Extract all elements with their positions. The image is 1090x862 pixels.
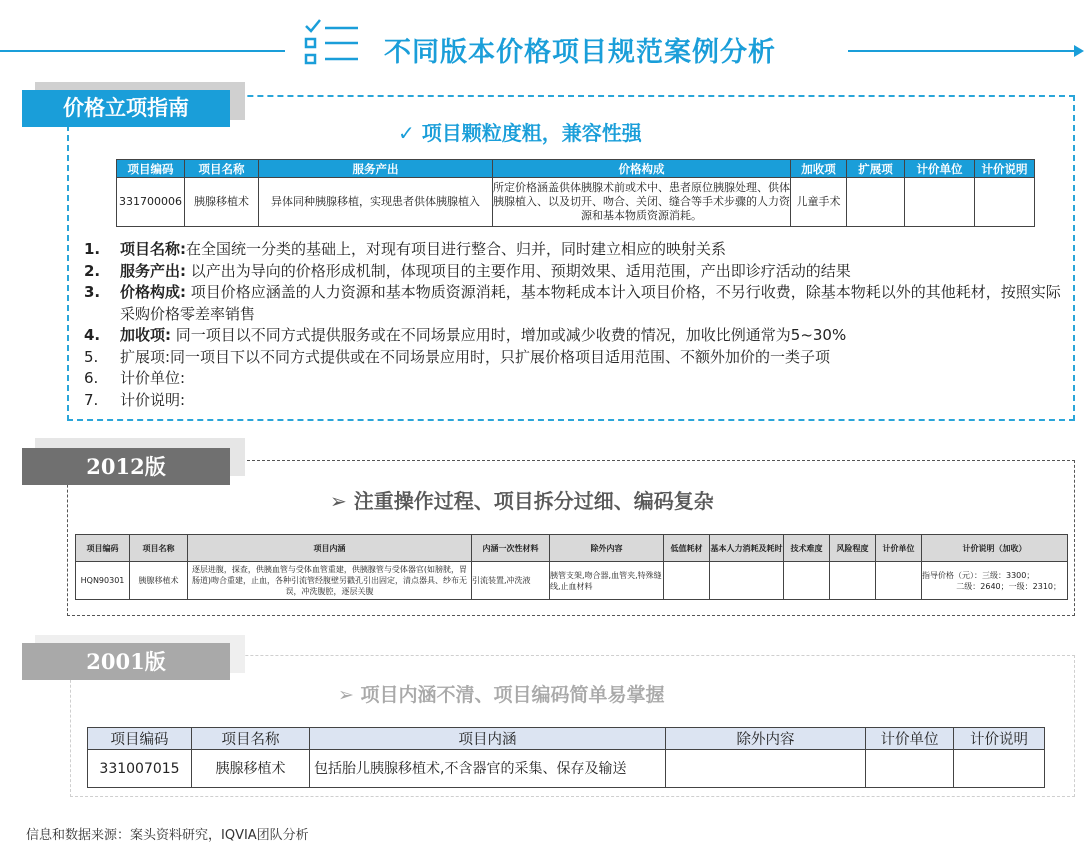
list-desc: 在全国统一分类的基础上，对现有项目进行整合、归并，同时建立相应的映射关系 — [186, 240, 727, 258]
col-header: 项目编码 — [117, 160, 185, 178]
list-text — [120, 261, 1069, 283]
cell-name: 胰腺移植术 — [185, 178, 259, 227]
v2001-table — [87, 727, 1045, 788]
col-header: 价格构成 — [493, 160, 791, 178]
check-icon: ✓ — [398, 121, 415, 145]
cell-content: 逐层进腹，探查，供胰血管与受体血管重建，供胰腺管与受体器官(如膀胱，胃肠道)吻合重建，止血，各种引流管经腹壁另戳孔引出固定，清点器具、纱布无误，冲洗腹腔，逐层关腹 — [188, 562, 472, 600]
cell-difficulty — [784, 562, 830, 600]
list-desc: 项目价格应涵盖的人力资源和基本物质资源消耗，基本物耗成本计入项目价格，不另行收费，除基本物耗以外的其他耗材，按照实际采购价格零差率销售 — [120, 283, 1061, 323]
arrow-bullet-icon: ➢ — [338, 684, 354, 706]
col-header: 除外内容 — [666, 728, 866, 750]
table-row — [117, 178, 1035, 227]
col-header: 项目名称 — [192, 728, 310, 750]
col-header: 计价说明 — [954, 728, 1045, 750]
guide-tab: 价格立项指南 — [22, 90, 230, 127]
col-header: 项目名称 — [185, 160, 259, 178]
cell-extension — [847, 178, 905, 227]
cell-code: 331700006 — [117, 178, 185, 227]
cell-unit — [905, 178, 975, 227]
arrow-bullet-icon: ➢ — [330, 489, 347, 513]
list-term: 价格构成: — [120, 283, 186, 301]
cell-risk — [830, 562, 876, 600]
header-line-left — [0, 50, 285, 52]
list-number: 5. — [84, 347, 99, 366]
cell-code: HQN90301 — [76, 562, 130, 600]
cell-name: 胰腺移植术 — [130, 562, 188, 600]
cell-code: 331007015 — [88, 750, 192, 788]
guide-subheading — [398, 117, 642, 146]
col-header: 基本人力消耗及耗时 — [710, 535, 784, 562]
header-arrow-icon — [1074, 45, 1084, 57]
list-text — [120, 282, 1069, 325]
v2001-subheading-text: 项目内涵不清、项目编码简单易掌握 — [360, 684, 665, 706]
col-header: 扩展项 — [847, 160, 905, 178]
cell-note — [954, 750, 1045, 788]
col-header: 服务产出 — [259, 160, 493, 178]
v2001-subheading — [338, 680, 665, 707]
cell-unit — [866, 750, 954, 788]
cell-unit — [876, 562, 922, 600]
col-header: 技术难度 — [784, 535, 830, 562]
cell-name: 胰腺移植术 — [192, 750, 310, 788]
cell-note — [975, 178, 1035, 227]
v2012-table — [75, 534, 1068, 600]
v2012-subheading-text: 注重操作过程、项目拆分过细、编码复杂 — [353, 489, 714, 513]
list-text — [120, 239, 1069, 261]
col-header: 除外内容 — [550, 535, 664, 562]
list-item — [84, 282, 1069, 325]
list-number: 6. — [84, 369, 99, 387]
list-item — [84, 325, 1069, 347]
cell-note-line: 指导价格（元）：三级：3300； — [922, 570, 1035, 580]
list-number: 3. — [84, 283, 101, 301]
v2012-tab: 2012版 — [22, 448, 230, 485]
col-header: 低值耗材 — [664, 535, 710, 562]
col-header: 项目内涵 — [188, 535, 472, 562]
table-header-row — [117, 160, 1035, 178]
guide-table — [116, 159, 1035, 227]
cell-excluded: 胰管支架,吻合器,血管夹,特殊缝线,止血材料 — [550, 562, 664, 600]
checklist-icon — [300, 16, 362, 68]
col-header: 计价单位 — [866, 728, 954, 750]
table-row — [88, 750, 1045, 788]
table-row — [76, 562, 1068, 600]
list-desc: 计价单位: — [120, 369, 186, 387]
list-text — [120, 325, 1069, 347]
v2012-subheading — [330, 485, 714, 514]
cell-excluded — [666, 750, 866, 788]
list-term: 服务产出: — [120, 261, 186, 280]
list-item — [84, 368, 1069, 390]
cell-note — [922, 562, 1068, 600]
col-header: 计价单位 — [876, 535, 922, 562]
guide-definition-list — [84, 239, 1069, 411]
cell-note-line: 二级：2640；一级：2310； — [956, 581, 1061, 591]
list-number: 1. — [84, 240, 101, 258]
list-desc: 扩展项:同一项目下以不同方式提供或在不同场景应用时，只扩展价格项目适用范围、不额外加价的一类子项 — [120, 347, 831, 366]
table-header-row — [76, 535, 1068, 562]
list-number: 7. — [84, 390, 99, 409]
list-number: 4. — [84, 326, 101, 344]
col-header: 内涵一次性材料 — [472, 535, 550, 562]
guide-subheading-text: 项目颗粒度粗，兼容性强 — [421, 121, 642, 145]
cell-labor — [710, 562, 784, 600]
list-item — [84, 239, 1069, 261]
list-number: 2. — [84, 261, 101, 280]
list-term: 加收项: — [120, 326, 171, 344]
col-header: 加收项 — [791, 160, 847, 178]
col-header: 项目内涵 — [310, 728, 666, 750]
col-header: 计价说明（加收） — [922, 535, 1068, 562]
header-line-right — [848, 50, 1076, 52]
col-header: 项目编码 — [76, 535, 130, 562]
v2001-tab: 2001版 — [22, 643, 230, 680]
list-desc: 同一项目以不同方式提供服务或在不同场景应用时，增加或减少收费的情况，加收比例通常为5~30% — [171, 326, 847, 344]
col-header: 项目编码 — [88, 728, 192, 750]
cell-low-value — [664, 562, 710, 600]
cell-service: 异体同种胰腺移植，实现患者供体胰腺植入 — [259, 178, 493, 227]
col-header: 计价单位 — [905, 160, 975, 178]
list-term: 项目名称: — [120, 240, 186, 258]
table-header-row — [88, 728, 1045, 750]
page-title: 不同版本价格项目规范案例分析 — [384, 37, 776, 68]
list-desc: 以产出为导向的价格形成机制，体现项目的主要作用、预期效果、适用范围，产出即诊疗活动的结果 — [186, 261, 851, 280]
source-footnote: 信息和数据来源：案头资料研究，IQVIA团队分析 — [26, 828, 309, 843]
cell-materials: 引流装置,冲洗液 — [472, 562, 550, 600]
list-item — [84, 390, 1069, 412]
cell-price: 所定价格涵盖供体胰腺术前或术中、患者原位胰腺处理、供体胰腺植入、以及切开、吻合、关闭、缝合等手术步骤的人力资源和基本物质资源消耗。 — [493, 178, 791, 227]
cell-surcharge: 儿童手术 — [791, 178, 847, 227]
list-item — [84, 347, 1069, 369]
col-header: 风险程度 — [830, 535, 876, 562]
list-item — [84, 261, 1069, 283]
cell-content: 包括胎儿胰腺移植术,不含器官的采集、保存及输送 — [310, 750, 666, 788]
col-header: 项目名称 — [130, 535, 188, 562]
col-header: 计价说明 — [975, 160, 1035, 178]
list-desc: 计价说明: — [120, 390, 186, 409]
